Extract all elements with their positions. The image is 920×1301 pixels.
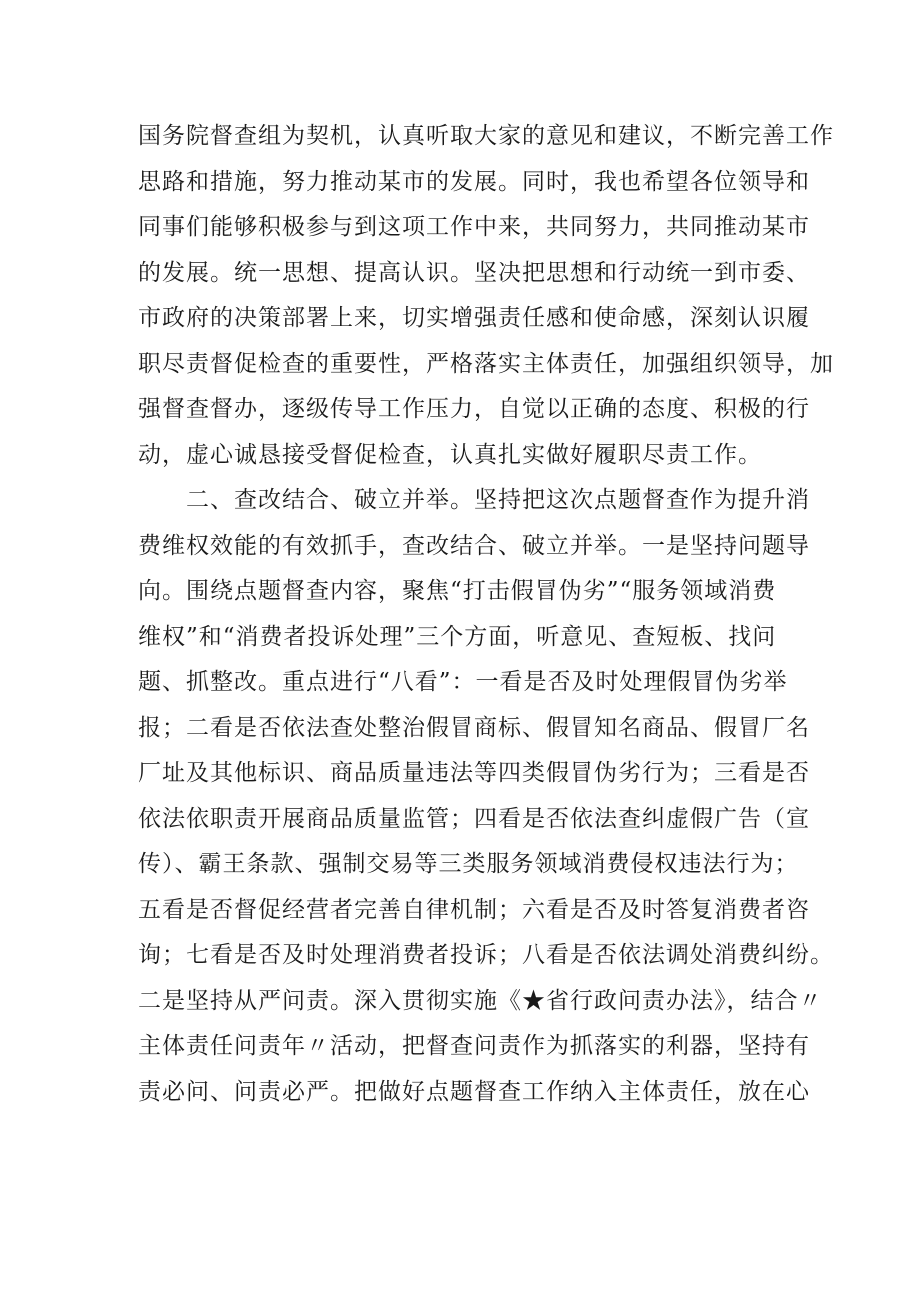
text-line: 同事们能够积极参与到这项工作中来，共同努力，共同推动某市 [138, 214, 810, 240]
text-line: 职尽责督促检查的重要性，严格落实主体责任，加强组织领导，加 [138, 350, 834, 377]
text-line: 报；二看是否依法查处整治假冒商标、假冒知名商品、假冒厂名 [138, 714, 810, 741]
text-line: 的发展。统一思想、提高认识。坚决把思想和行动统一到市委、 [138, 259, 810, 286]
text-line: 费维权效能的有效抓手，查改结合、破立并举。一是坚持问题导 [138, 532, 810, 559]
body-text [138, 114, 834, 1115]
text-line: 五看是否督促经营者完善自律机制；六看是否及时答复消费者咨 [138, 896, 810, 923]
text-line: 思路和措施，努力推动某市的发展。同时，我也希望各位领导和 [138, 168, 810, 195]
text-line: 询；七看是否及时处理消费者投诉；八看是否依法调处消费纠纷。 [138, 942, 834, 968]
text-line: 厂址及其他标识、商品质量违法等四类假冒伪劣行为；三看是否 [138, 760, 810, 786]
text-line: 传）、霸王条款、强制交易等三类服务领域消费侵权违法行为； [138, 851, 799, 877]
text-line: 强督查督办，逐级传导工作压力，自觉以正确的态度、积极的行 [138, 396, 810, 422]
text-line: 二、查改结合、破立并举。坚持把这次点题督查作为提升消 [138, 487, 810, 513]
text-line: 向。围绕点题督查内容，聚焦“打击假冒伪劣”“服务领域消费 [138, 578, 777, 604]
text-line: 主体责任问责年〃活动，把督查问责作为抓落实的利器，坚持有 [138, 1033, 810, 1059]
text-line: 动，虚心诚恳接受督促检查，认真扎实做好履职尽责工作。 [138, 441, 762, 468]
text-line: 责必问、问责必严。把做好点题督查工作纳入主体责任，放在心 [138, 1078, 810, 1105]
text-line: 依法依职责开展商品质量监管；四看是否依法查纠虚假广告（宣 [138, 805, 810, 832]
text-line: 二是坚持从严问责。深入贯彻实施《★省行政问责办法》，结合〃 [138, 987, 823, 1014]
text-line: 市政府的决策部署上来，切实增强责任感和使命感，深刻认识履 [138, 305, 810, 331]
text-line: 题、抓整改。重点进行“八看”：一看是否及时处理假冒伪劣举 [138, 669, 788, 695]
text-line: 国务院督查组为契机，认真听取大家的意见和建议，不断完善工作 [138, 123, 834, 149]
text-line: 维权”和“消费者投诉处理”三个方面，听意见、查短板、找问 [138, 623, 777, 650]
